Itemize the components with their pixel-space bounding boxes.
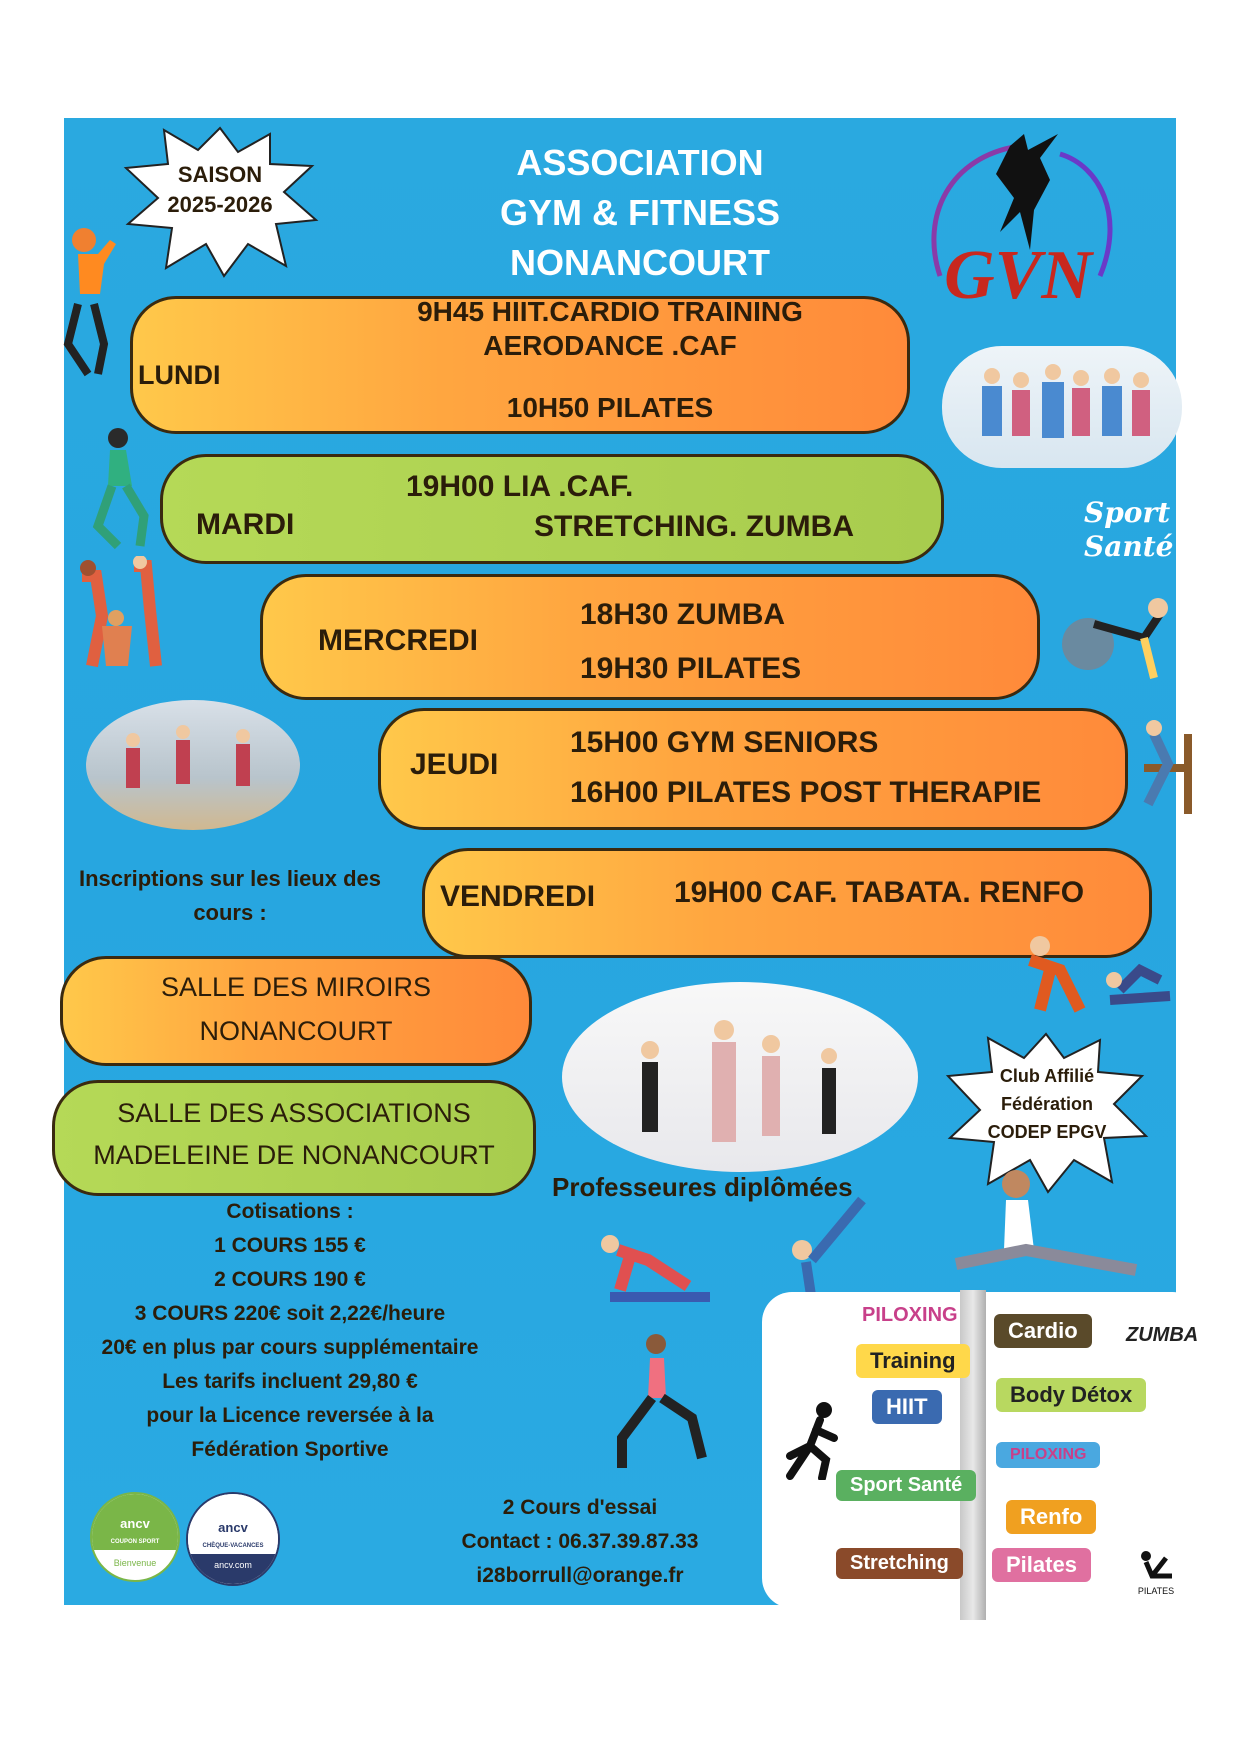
season-label: SAISON [177, 162, 263, 187]
class-line: 19H00 LIA .CAF. [406, 470, 634, 503]
inscriptions-text: cours : [193, 900, 267, 925]
title-line-3: NONANCOURT [510, 242, 770, 283]
sign-stretching: Stretching [836, 1548, 963, 1579]
ancv-footer: ancv.com [188, 1554, 278, 1586]
cotisation-line: 1 COURS 155 € [214, 1234, 366, 1257]
pilates-icon-label: PILATES [1137, 1586, 1175, 1596]
day-label-vendredi: VENDREDI [440, 880, 596, 913]
pilates-icon [1126, 1546, 1186, 1586]
day-label-lundi: LUNDI [138, 360, 221, 390]
class-line: 18H30 ZUMBA [580, 598, 786, 631]
lunge-illustration [590, 1226, 720, 1306]
class-line: 16H00 PILATES POST THERAPIE [570, 776, 1042, 809]
contact-phone: Contact : 06.37.39.87.33 [461, 1530, 699, 1553]
cotisation-line: 3 COURS 220€ soit 2,22€/heure [134, 1302, 446, 1325]
cotisation-line: pour la Licence reversée à la [146, 1404, 434, 1427]
sign-body-detox: Body Détox [996, 1378, 1146, 1412]
venue-city: MADELEINE DE NONANCOURT [93, 1140, 495, 1170]
dance-class-photo [562, 982, 918, 1172]
ancv-sub: COUPON SPORT [110, 1539, 160, 1545]
cotisation-line: 2 COURS 190 € [214, 1268, 366, 1291]
affiliation-text: Fédération [1000, 1094, 1093, 1114]
fitness-class-photo [86, 700, 300, 830]
sign-sport-sante: Sport Santé [836, 1470, 976, 1501]
sign-hiit: HIIT [872, 1390, 942, 1424]
class-line: AERODANCE .CAF [483, 330, 737, 361]
title-line-2: GYM & FITNESS [499, 192, 781, 233]
cotisation-line: 20€ en plus par cours supplémentaire [101, 1336, 479, 1359]
class-line: 9H45 HIIT.CARDIO TRAINING [417, 296, 803, 327]
ancv-sub: CHÈQUE-VACANCES [202, 1543, 264, 1549]
cotisations-title: Cotisations : [226, 1200, 354, 1223]
group-dancers-illustration [62, 556, 172, 676]
dancer-illustration [48, 224, 128, 384]
ancv-brand: ancv [120, 1516, 150, 1531]
class-line: 19H30 PILATES [580, 652, 802, 685]
day-label-mercredi: MERCREDI [318, 624, 479, 657]
sign-piloxing-mid: PILOXING [996, 1442, 1100, 1468]
seniors-photo [942, 346, 1182, 468]
sport-sante-label: Santé [1084, 530, 1174, 563]
venue-name: SALLE DES ASSOCIATIONS [117, 1098, 471, 1128]
sign-training: Training [856, 1344, 970, 1378]
signpost-pole [960, 1290, 986, 1620]
sport-sante-label: Sport [1084, 496, 1171, 529]
professeures-label: Professeures diplômées [552, 1172, 853, 1202]
title-line-1: ASSOCIATION [516, 142, 764, 183]
class-line: STRETCHING. ZUMBA [534, 510, 854, 543]
venue-name: SALLE DES MIROIRS [160, 972, 432, 1002]
gvn-logo-text: GVN [944, 237, 1092, 314]
sign-zumba: ZUMBA [1126, 1324, 1199, 1346]
season-years: 2025-2026 [167, 192, 273, 217]
sign-renfo: Renfo [1006, 1500, 1096, 1534]
day-label-mardi: MARDI [196, 508, 295, 541]
essai-text: 2 Cours d'essai [502, 1496, 658, 1519]
ancv-footer: Bienvenue [113, 1558, 157, 1568]
ancv-brand: ancv [218, 1520, 248, 1535]
class-line: 19H00 CAF. TABATA. RENFO [674, 876, 1085, 909]
cotisation-line: Fédération Sportive [191, 1438, 389, 1461]
ancv-coupon-sport-badge [90, 1492, 180, 1582]
running-man-icon [780, 1400, 850, 1480]
runner-illustration [72, 424, 162, 554]
class-line: 10H50 PILATES [506, 392, 714, 423]
sign-piloxing-top: PILOXING [862, 1304, 958, 1326]
class-line: 15H00 GYM SENIORS [570, 726, 879, 759]
cotisation-line: Les tarifs incluent 29,80 € [162, 1370, 418, 1393]
affiliation-text: CODEP EPGV [987, 1122, 1107, 1142]
ancv-cheque-vacances-badge [186, 1492, 280, 1586]
sign-cardio: Cardio [994, 1314, 1092, 1348]
workout-couple-illustration [1010, 930, 1180, 1020]
affiliation-text: Club Affilié [999, 1066, 1095, 1086]
venue-city: NONANCOURT [199, 1016, 393, 1046]
day-label-jeudi: JEUDI [410, 748, 499, 781]
sign-pilates: Pilates [992, 1548, 1091, 1582]
lunge-woman-illustration [608, 1330, 718, 1480]
inscriptions-text: Inscriptions sur les lieux des [79, 866, 381, 891]
ball-exercise-illustration [1054, 594, 1174, 684]
contact-email[interactable]: i28borrull@orange.fr [476, 1564, 684, 1587]
stretching-man-illustration [946, 1164, 1146, 1284]
chair-exercise-illustration [1124, 714, 1204, 824]
